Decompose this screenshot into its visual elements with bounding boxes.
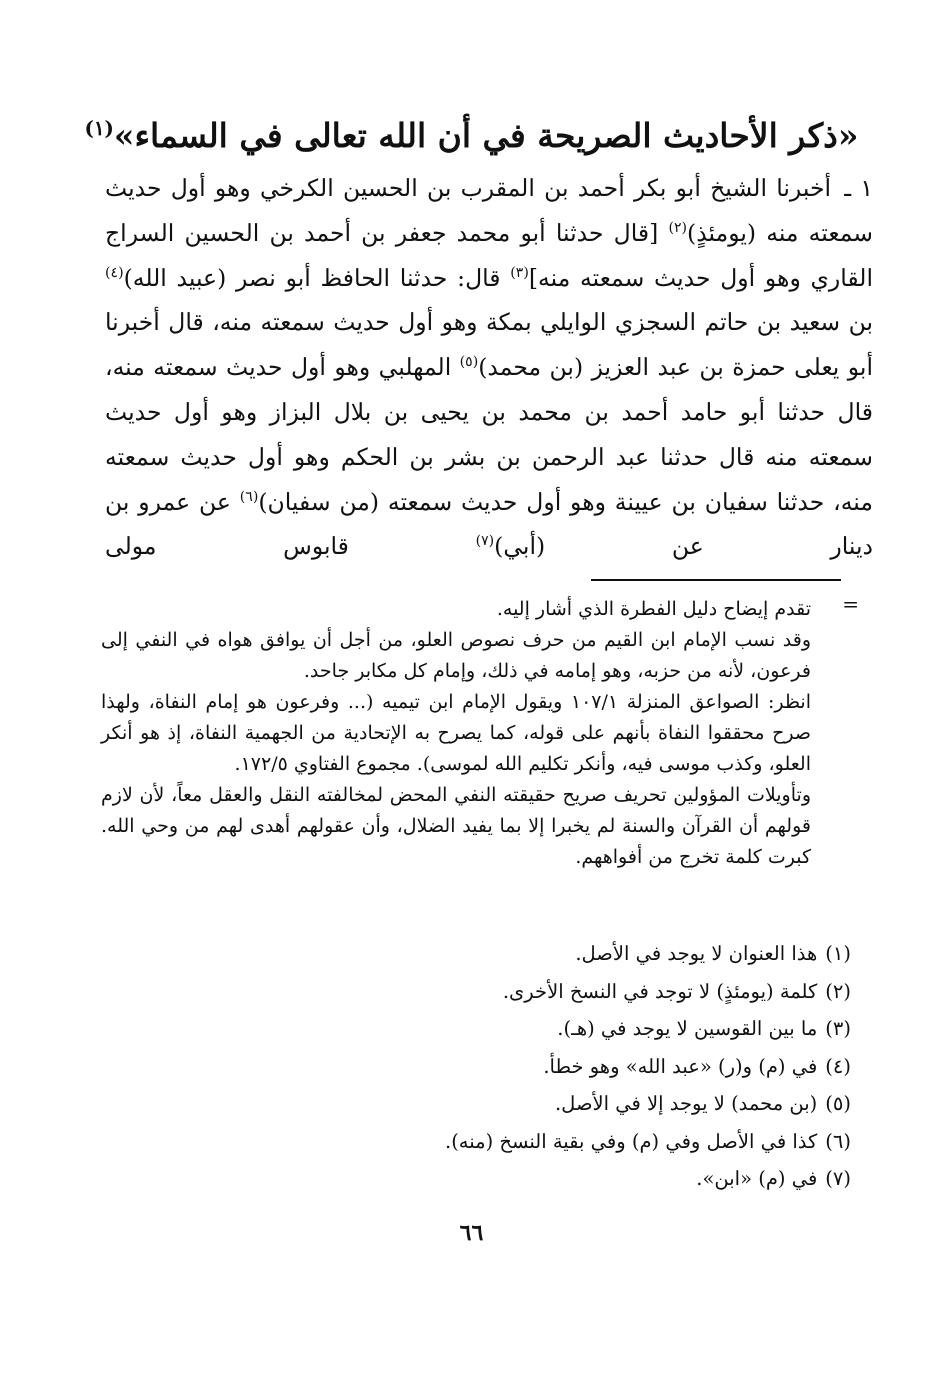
footnote-ref: (٦) <box>239 488 259 505</box>
footnote-text: ما بين القوسين لا يوجد في (هـ). <box>557 1017 818 1040</box>
footnote-ref: (٥) <box>459 354 479 371</box>
footnote-number: (١) <box>825 942 851 965</box>
paragraph-segment: [قال حدثنا أبو محمد جعفر بن أحمد بن الحسين السراج القاري وهو أول حديث سمعته منه] <box>105 218 873 292</box>
footnote-item <box>101 1010 851 1048</box>
paragraph-segment: أخبرنا الشيخ أبو بكر أحمد بن المقرب بن الحسين الكرخي وهو أول حديث سمعته منه (يومئذٍ) <box>105 174 873 247</box>
footnote-continuation-paragraph: وقد نسب الإمام ابن القيم من حرف نصوص العلو، من أجل أن يوافق هواه في النفي إلى فرعون، لأنه من حزبه، وهو إمامه في ذلك، وإمام كل مكابر جاحد. <box>101 629 811 682</box>
footnote-item <box>101 1160 851 1198</box>
footnote-continuation-paragraph: وتأويلات المؤولين تحريف صريح حقيقته النفي المحض لمخالفته النقل والعقل معاً، لأن لازم قولهم أن القرآن والسنة لم يخبرا إلا بما يفيد الضلال، وأن عقولهم أهدى لهم من وحي الله. كبرت كلمة تخرج من أفواههم. <box>101 784 811 868</box>
paragraph-segment: عن عمرو بن دينار عن (أبي) <box>105 487 873 561</box>
footnote-number: (٣) <box>825 1017 851 1040</box>
footnote-item <box>101 1123 851 1161</box>
footnote-text: كلمة (يومئذٍ) لا توجد في النسخ الأخرى. <box>502 979 818 1003</box>
footnote-continuation-marker: = <box>842 592 859 616</box>
footnotes-list <box>101 935 851 1198</box>
footnote-item <box>101 1085 851 1123</box>
footnote-ref: (٧) <box>475 533 495 550</box>
paragraph-segment: المهلبي وهو أول حديث سمعته منه، قال حدثنا أبو حامد أحمد بن محمد بن يحيى بن بلال البزاز وهو أول حديث سمعته منه قال حدثنا عبد الرحمن بن بشر بن الحكم وهو أول حديث سمعته منه، حدثنا سفيان بن عيينة وهو أول حديث سمعته (من سفيان) <box>105 353 873 516</box>
hadith-paragraph <box>105 166 873 569</box>
footnote-number: (٤) <box>825 1054 851 1078</box>
paragraph-segment: بن سعيد بن حاتم السجزي الوايلي بمكة وهو أول حديث سمعته منه، قال أخبرنا أبو يعلى حمزة بن عبد العزيز (بن محمد) <box>105 308 873 382</box>
footnote-number: (٧) <box>825 1167 851 1190</box>
paragraph-segment: قال: حدثنا الحافظ أبو نصر (عبيد الله) <box>123 263 511 292</box>
footnote-text: كذا في الأصل وفي (م) وفي بقية النسخ (منه). <box>445 1129 818 1153</box>
chapter-title <box>60 110 883 162</box>
chapter-title-text: «ذكر الأحاديث الصريحة في أن الله تعالى في السماء» <box>113 116 859 156</box>
footnote-text: في (م) «ابن». <box>696 1167 818 1190</box>
footnote-item <box>101 935 851 973</box>
footnote-ref: (٣) <box>510 264 529 281</box>
footnote-item <box>101 1048 851 1086</box>
footnote-separator <box>591 579 841 581</box>
footnote-text: هذا العنوان لا يوجد في الأصل. <box>575 942 818 965</box>
footnote-continuation-paragraph: تقدم إيضاح دليل الفطرة الذي أشار إليه. <box>496 598 811 620</box>
title-footnote-ref: (١) <box>84 116 114 141</box>
footnote-number: (٢) <box>825 979 851 1003</box>
footnote-number: (٥) <box>825 1092 851 1115</box>
footnote-continuation-paragraph: انظر: الصواعق المنزلة ١٠٧/١ ويقول الإمام ابن تيميه (... وفرعون هو إمام النفاة، ولهذا صرح محققوا النفاة بأنهم على قوله، كما يصرح به الإتحادية من الجهمية النفاة، إذ هو أنكر العلو، وكذب موسى فيه، وأنكر تكليم الله لموسى). مجموع الفتاوي ١٧٢/٥. <box>101 691 811 775</box>
paragraph-segment: قابوس مولى <box>105 532 476 561</box>
page-number: ٦٦ <box>459 1220 484 1246</box>
footnote-number: (٦) <box>825 1129 851 1153</box>
footnote-item <box>101 973 851 1011</box>
footnote-text: في (م) و(ر) «عبد الله» وهو خطأ. <box>543 1054 818 1078</box>
footnote-text: (بن محمد) لا يوجد إلا في الأصل. <box>554 1092 818 1115</box>
footnote-ref: (٢) <box>668 219 688 236</box>
paragraph-number: ١ ـ <box>844 174 873 202</box>
footnote-ref: (٤) <box>105 264 124 281</box>
footnote-continuation <box>101 594 811 873</box>
